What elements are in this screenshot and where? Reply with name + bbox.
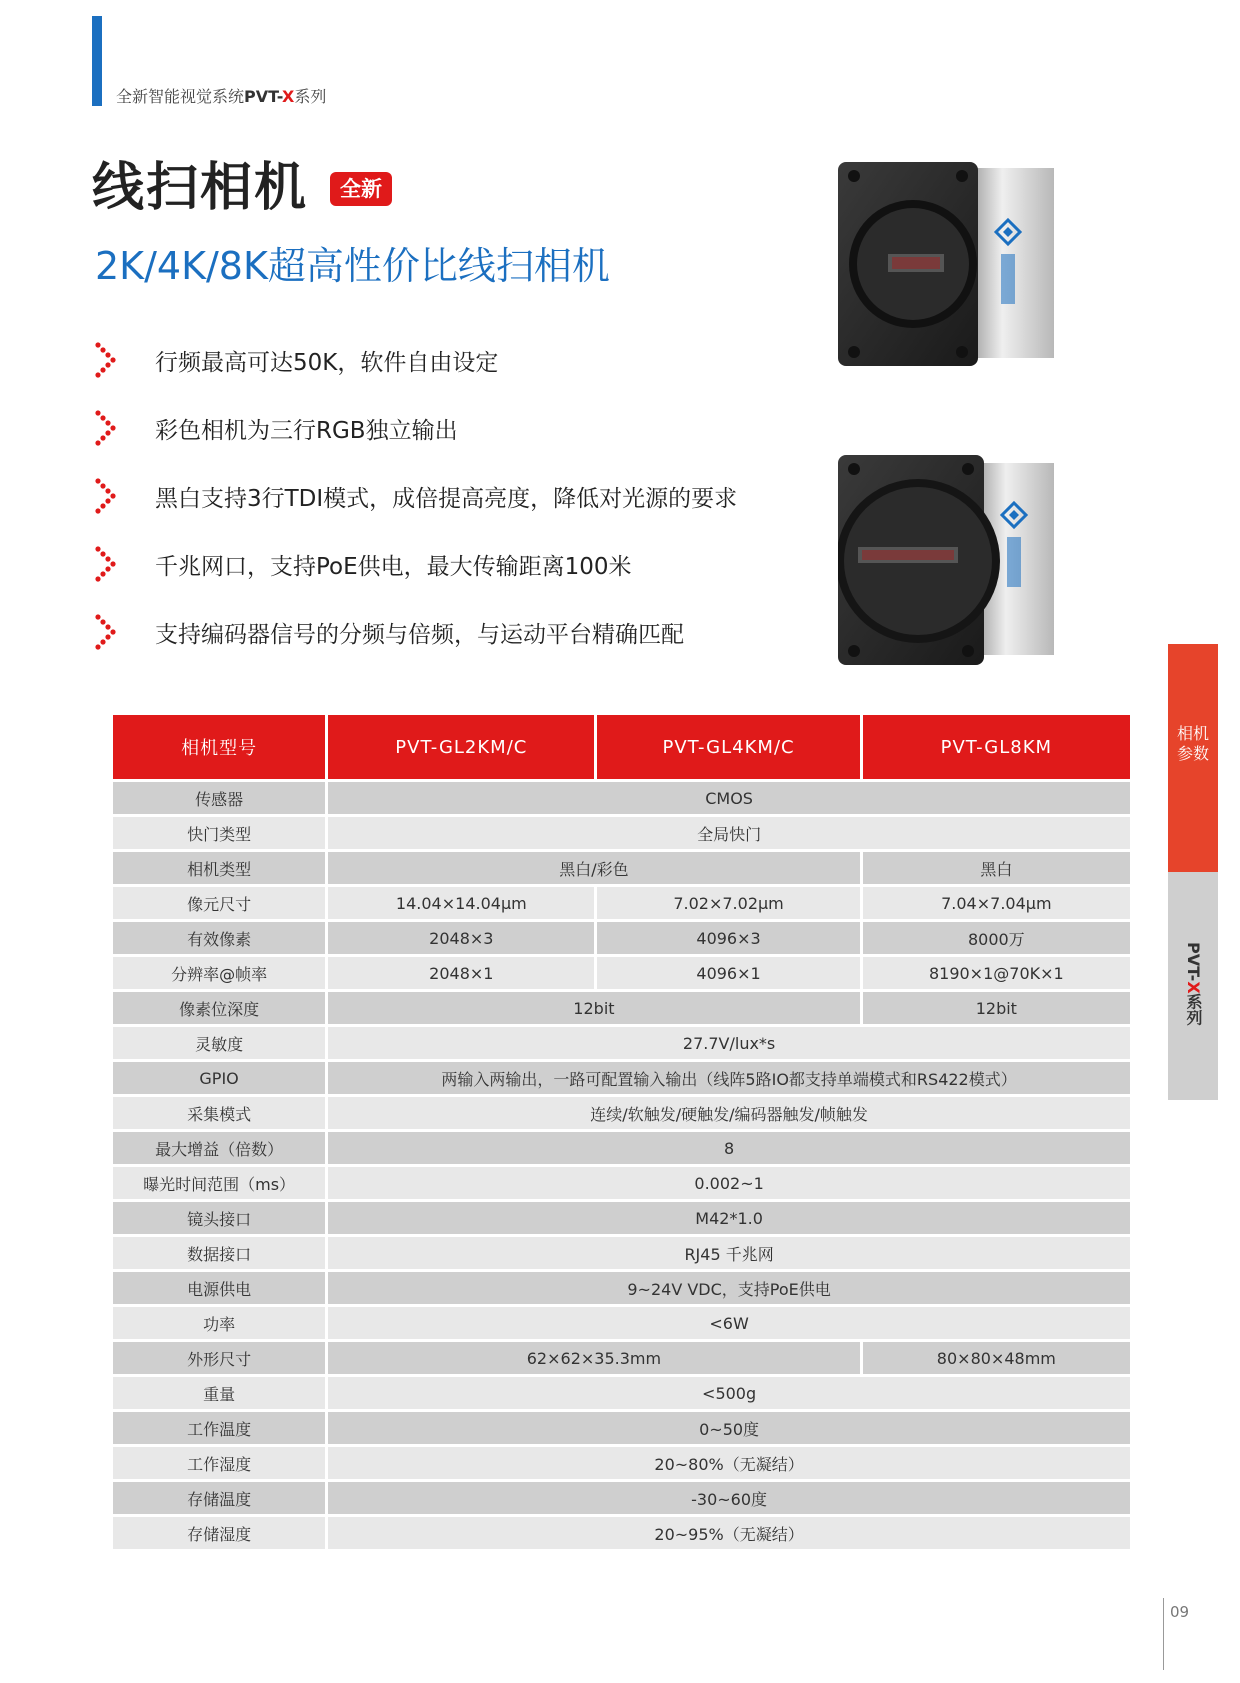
table-cell: 0.002~1: [328, 1167, 1130, 1199]
row-label: 重量: [113, 1377, 325, 1409]
row-label: 快门类型: [113, 817, 325, 849]
table-cell: RJ45 千兆网: [328, 1237, 1130, 1269]
row-label: 分辨率@帧率: [113, 957, 325, 989]
column-header: PVT-GL8KM: [863, 715, 1130, 779]
row-label: 像元尺寸: [113, 887, 325, 919]
chevron-right-icon: [95, 342, 119, 378]
table-row: [113, 1202, 1130, 1234]
row-label: 传感器: [113, 782, 325, 814]
feature-text: 行频最高可达50K，软件自由设定: [155, 350, 499, 376]
table-cell: <6W: [328, 1307, 1130, 1339]
side-tab-1-line1: 相机: [1176, 724, 1209, 743]
table-row: [113, 1412, 1130, 1444]
header-series-x: X: [282, 87, 295, 106]
side-tab-1-line2: 参数: [1176, 744, 1209, 763]
table-row: [113, 1272, 1130, 1304]
chevron-right-icon: [95, 546, 119, 582]
table-cell: 9~24V VDC，支持PoE供电: [328, 1272, 1130, 1304]
table-cell: CMOS: [328, 782, 1130, 814]
row-label: 功率: [113, 1307, 325, 1339]
row-label: 相机类型: [113, 852, 325, 884]
side-tab-camera-params[interactable]: [1168, 644, 1218, 872]
row-label: 工作温度: [113, 1412, 325, 1444]
table-cell: 全局快门: [328, 817, 1130, 849]
chevron-right-icon: [95, 614, 119, 650]
row-label: 外形尺寸: [113, 1342, 325, 1374]
header-series-em: PVT-: [244, 87, 283, 106]
feature-text: 彩色相机为三行RGB独立输出: [155, 418, 458, 444]
table-cell: 7.02×7.02μm: [597, 887, 859, 919]
side-tab-series[interactable]: [1168, 872, 1218, 1100]
table-cell: 12bit: [863, 992, 1130, 1024]
table-row: [113, 1482, 1130, 1514]
table-row: [113, 817, 1130, 849]
side-tab-series-label: [1182, 942, 1205, 1026]
table-cell: 连续/软触发/硬触发/编码器触发/帧触发: [328, 1097, 1130, 1129]
row-label: 数据接口: [113, 1237, 325, 1269]
table-cell: -30~60度: [328, 1482, 1130, 1514]
feature-text: 千兆网口，支持PoE供电，最大传输距离100米: [155, 554, 632, 580]
row-label: 电源供电: [113, 1272, 325, 1304]
table-cell: 2048×3: [328, 922, 594, 954]
table-row: [113, 1167, 1130, 1199]
row-label: 灵敏度: [113, 1027, 325, 1059]
table-row: [113, 1062, 1130, 1094]
row-label: 存储湿度: [113, 1517, 325, 1549]
header-suffix: 系列: [294, 87, 327, 106]
row-label: 镜头接口: [113, 1202, 325, 1234]
column-header: PVT-GL4KM/C: [597, 715, 859, 779]
table-row: [113, 1097, 1130, 1129]
row-label: 工作湿度: [113, 1447, 325, 1479]
page-title: 线扫相机: [92, 158, 309, 218]
row-label: 曝光时间范围（ms）: [113, 1167, 325, 1199]
spec-table: [110, 712, 1133, 1552]
table-cell: 20~80%（无凝结）: [328, 1447, 1130, 1479]
row-label: 存储温度: [113, 1482, 325, 1514]
table-cell: 黑白/彩色: [328, 852, 859, 884]
feature-text: 黑白支持3行TDI模式，成倍提高亮度，降低对光源的要求: [155, 486, 738, 512]
table-cell: 14.04×14.04μm: [328, 887, 594, 919]
row-label: GPIO: [113, 1062, 325, 1094]
table-cell: 黑白: [863, 852, 1130, 884]
table-cell: 两输入两输出，一路可配置输入输出（线阵5路IO都支持单端模式和RS422模式）: [328, 1062, 1130, 1094]
row-label: 有效像素: [113, 922, 325, 954]
camera-image-small: [838, 162, 1060, 382]
table-header-row: [113, 715, 1130, 779]
table-row: [113, 1377, 1130, 1409]
table-cell: 4096×3: [597, 922, 859, 954]
column-header: PVT-GL2KM/C: [328, 715, 594, 779]
row-label: 最大增益（倍数）: [113, 1132, 325, 1164]
new-badge: 全新: [330, 172, 392, 206]
side-tab-2-x: X: [1184, 981, 1203, 994]
table-row: [113, 992, 1130, 1024]
table-cell: 27.7V/lux*s: [328, 1027, 1130, 1059]
table-cell: 4096×1: [597, 957, 859, 989]
side-tab-2-em: PVT-: [1184, 942, 1203, 982]
table-cell: 12bit: [328, 992, 859, 1024]
header-series-label: [116, 84, 326, 107]
row-label: 像素位深度: [113, 992, 325, 1024]
table-cell: 7.04×7.04μm: [863, 887, 1130, 919]
table-cell: 2048×1: [328, 957, 594, 989]
page-number: 09: [1170, 1603, 1190, 1621]
table-row: [113, 1307, 1130, 1339]
table-row: [113, 1132, 1130, 1164]
table-cell: 80×80×48mm: [863, 1342, 1130, 1374]
table-row: [113, 1237, 1130, 1269]
row-label: 采集模式: [113, 1097, 325, 1129]
table-row: [113, 1027, 1130, 1059]
table-row: [113, 957, 1130, 989]
table-cell: <500g: [328, 1377, 1130, 1409]
chevron-right-icon: [95, 410, 119, 446]
feature-text: 支持编码器信号的分频与倍频，与运动平台精确匹配: [155, 622, 684, 648]
table-row: [113, 1447, 1130, 1479]
page-subtitle: 2K/4K/8K超高性价比线扫相机: [95, 244, 610, 288]
header-accent-bar: [92, 16, 102, 106]
table-cell: 20~95%（无凝结）: [328, 1517, 1130, 1549]
table-row: [113, 887, 1130, 919]
table-cell: 8000万: [863, 922, 1130, 954]
side-tab-camera-params-label: [1168, 724, 1218, 764]
column-header: 相机型号: [113, 715, 325, 779]
table-cell: M42*1.0: [328, 1202, 1130, 1234]
side-tab-2-suffix: 系列: [1184, 993, 1203, 1026]
table-cell: 8: [328, 1132, 1130, 1164]
page-number-divider: [1163, 1598, 1164, 1670]
table-cell: 62×62×35.3mm: [328, 1342, 859, 1374]
chevron-right-icon: [95, 478, 119, 514]
table-row: [113, 1342, 1130, 1374]
table-cell: 0~50度: [328, 1412, 1130, 1444]
camera-image-large: [838, 455, 1060, 677]
header-prefix: 全新智能视觉系统: [116, 87, 245, 106]
table-row: [113, 782, 1130, 814]
table-row: [113, 852, 1130, 884]
table-cell: 8190×1@70K×1: [863, 957, 1130, 989]
table-row: [113, 1517, 1130, 1549]
table-row: [113, 922, 1130, 954]
